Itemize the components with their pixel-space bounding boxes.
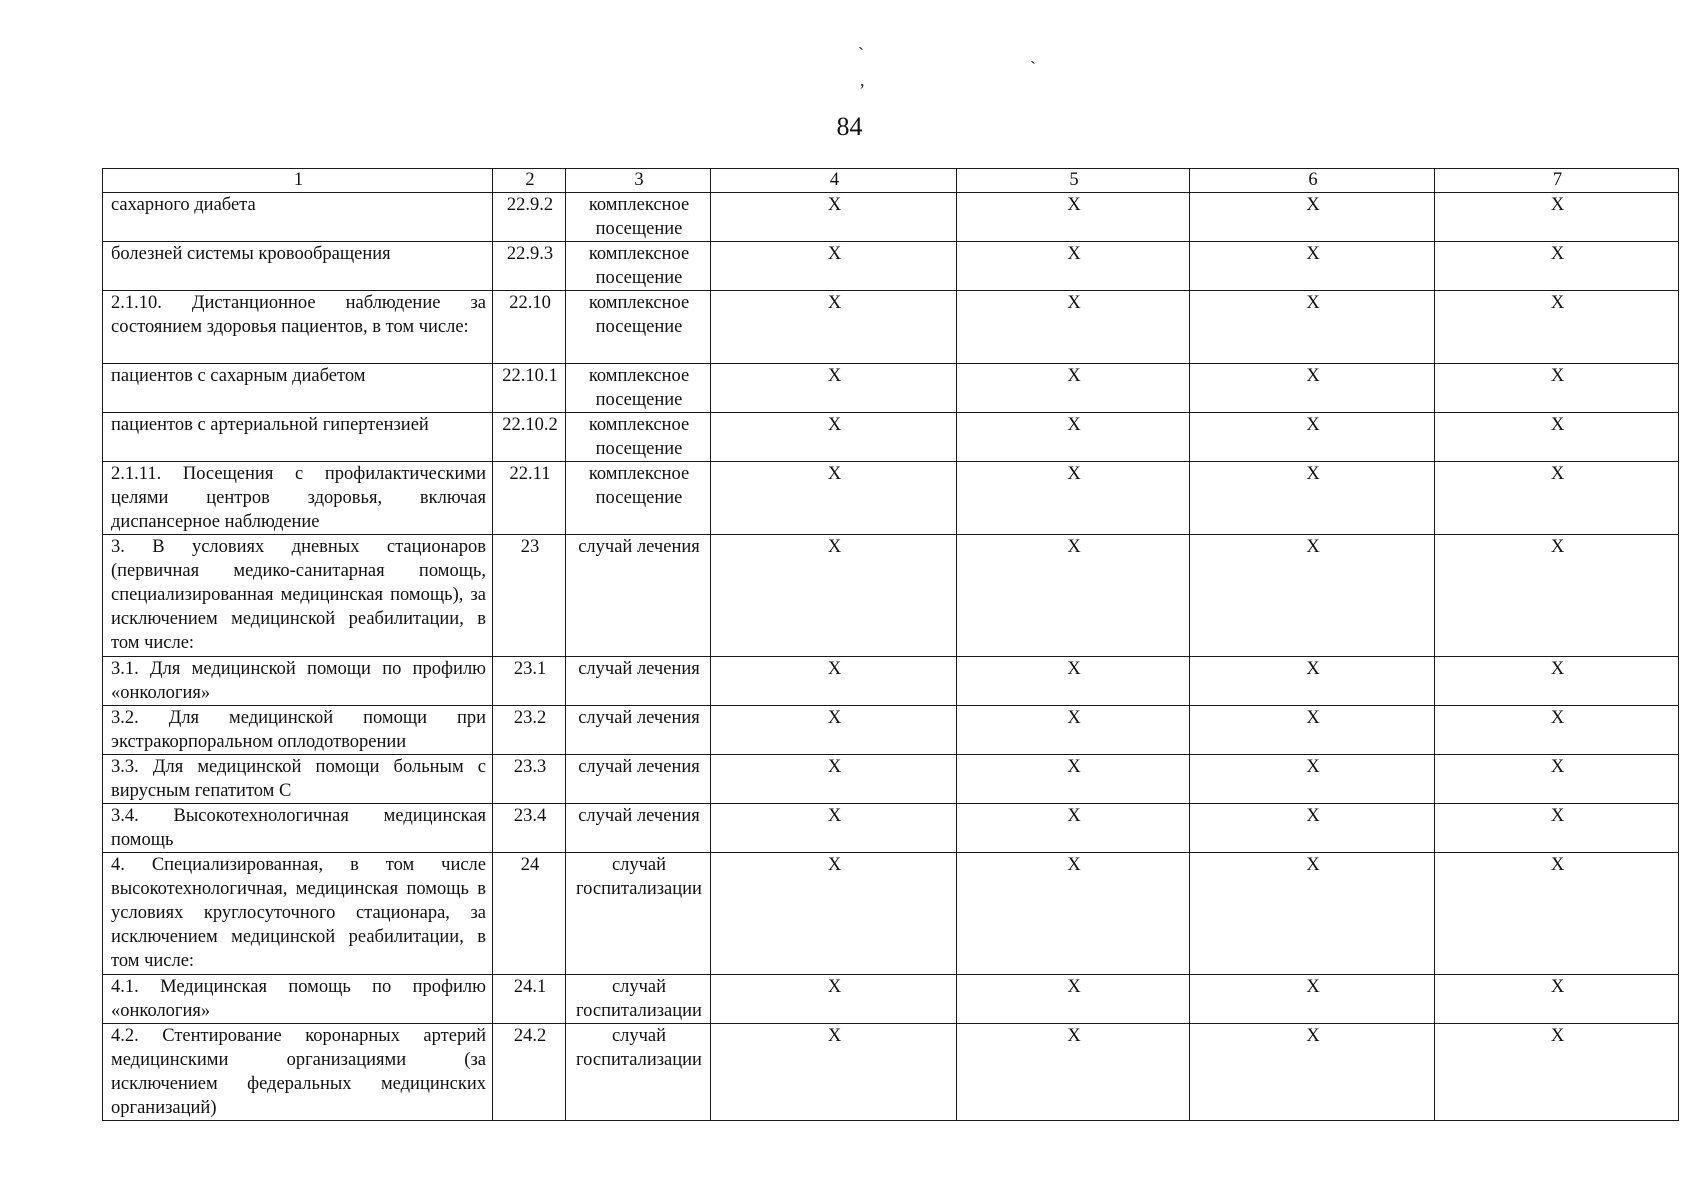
row-unit: случай лечения [566, 535, 711, 657]
scan-mark: ˋ [858, 44, 864, 64]
row-code: 23.3 [493, 755, 566, 804]
row-value-7: Х [1435, 853, 1679, 975]
row-code: 22.10 [493, 291, 566, 364]
row-value-7: Х [1435, 535, 1679, 657]
row-value-4: Х [711, 364, 957, 413]
column-header: 3 [566, 169, 711, 193]
row-value-4: Х [711, 291, 957, 364]
table-row [103, 291, 1679, 364]
row-value-5: Х [957, 975, 1190, 1024]
row-value-5: Х [957, 462, 1190, 535]
row-value-4: Х [711, 1024, 957, 1121]
column-header: 7 [1435, 169, 1679, 193]
row-unit: комплексное посещение [566, 364, 711, 413]
row-value-4: Х [711, 804, 957, 853]
row-value-5: Х [957, 706, 1190, 755]
row-unit: случай лечения [566, 755, 711, 804]
row-code: 23.1 [493, 657, 566, 706]
column-header: 4 [711, 169, 957, 193]
row-unit: случай лечения [566, 657, 711, 706]
column-header: 6 [1190, 169, 1435, 193]
row-unit: случай госпитализации [566, 1024, 711, 1121]
row-value-5: Х [957, 657, 1190, 706]
table-row [103, 535, 1679, 657]
row-value-6: Х [1190, 193, 1435, 242]
row-value-5: Х [957, 364, 1190, 413]
data-table [102, 168, 1679, 1121]
row-value-5: Х [957, 804, 1190, 853]
row-value-6: Х [1190, 804, 1435, 853]
row-code: 22.11 [493, 462, 566, 535]
row-value-6: Х [1190, 364, 1435, 413]
row-value-4: Х [711, 413, 957, 462]
row-value-6: Х [1190, 755, 1435, 804]
row-value-6: Х [1190, 657, 1435, 706]
row-code: 22.10.1 [493, 364, 566, 413]
row-value-5: Х [957, 291, 1190, 364]
row-code: 22.9.2 [493, 193, 566, 242]
row-value-7: Х [1435, 1024, 1679, 1121]
row-value-4: Х [711, 242, 957, 291]
row-unit: комплексное посещение [566, 291, 711, 364]
column-header: 1 [103, 169, 493, 193]
row-value-4: Х [711, 706, 957, 755]
row-unit: комплексное посещение [566, 413, 711, 462]
row-code: 22.10.2 [493, 413, 566, 462]
row-name: пациентов с артериальной гипертензией [103, 413, 493, 462]
row-value-7: Х [1435, 242, 1679, 291]
row-unit: комплексное посещение [566, 462, 711, 535]
row-name: 4.2. Стентирование коронарных артерий медицинскими организациями (за исключением федеральных медицинских организаций) [103, 1024, 493, 1121]
table-row [103, 853, 1679, 975]
table-body [103, 193, 1679, 1121]
column-header: 2 [493, 169, 566, 193]
table-row [103, 462, 1679, 535]
row-value-7: Х [1435, 364, 1679, 413]
row-value-6: Х [1190, 706, 1435, 755]
row-value-7: Х [1435, 413, 1679, 462]
row-name: 2.1.10. Дистанционное наблюдение за состоянием здоровья пациентов, в том числе: [103, 291, 493, 364]
row-name: 3.4. Высокотехнологичная медицинская помощь [103, 804, 493, 853]
row-code: 24 [493, 853, 566, 975]
table-row [103, 413, 1679, 462]
row-value-6: Х [1190, 413, 1435, 462]
row-name: пациентов с сахарным диабетом [103, 364, 493, 413]
column-header: 5 [957, 169, 1190, 193]
row-value-5: Х [957, 413, 1190, 462]
row-name: 3.1. Для медицинской помощи по профилю «онкология» [103, 657, 493, 706]
row-value-5: Х [957, 1024, 1190, 1121]
row-value-7: Х [1435, 706, 1679, 755]
row-value-4: Х [711, 535, 957, 657]
row-value-6: Х [1190, 242, 1435, 291]
page-number: 84 [836, 112, 863, 141]
row-value-5: Х [957, 193, 1190, 242]
row-unit: случай лечения [566, 706, 711, 755]
row-value-6: Х [1190, 975, 1435, 1024]
table-row [103, 657, 1679, 706]
table-row [103, 804, 1679, 853]
row-name: 3. В условиях дневных стационаров (первичная медико-санитарная помощь, специализированная медицинская помощь), за исключением медицинской реабилитации, в том числе: [103, 535, 493, 657]
row-value-6: Х [1190, 535, 1435, 657]
row-name: 4. Специализированная, в том числе высокотехнологичная, медицинская помощь в условиях круглосуточного стационара, за исключением медицинской реабилитации, в том числе: [103, 853, 493, 975]
row-unit: случай госпитализации [566, 853, 711, 975]
table-row [103, 242, 1679, 291]
row-code: 23 [493, 535, 566, 657]
row-code: 23.4 [493, 804, 566, 853]
row-name: 3.3. Для медицинской помощи больным с вирусным гепатитом С [103, 755, 493, 804]
row-value-4: Х [711, 853, 957, 975]
row-name: 4.1. Медицинская помощь по профилю «онкология» [103, 975, 493, 1024]
row-unit: комплексное посещение [566, 193, 711, 242]
row-value-6: Х [1190, 291, 1435, 364]
row-code: 22.9.3 [493, 242, 566, 291]
row-value-5: Х [957, 853, 1190, 975]
table-row [103, 706, 1679, 755]
row-value-4: Х [711, 755, 957, 804]
row-value-7: Х [1435, 193, 1679, 242]
row-unit: случай лечения [566, 804, 711, 853]
row-name: болезней системы кровообращения [103, 242, 493, 291]
row-value-4: Х [711, 193, 957, 242]
scan-mark: ˏ [1030, 44, 1036, 64]
row-value-4: Х [711, 657, 957, 706]
row-value-7: Х [1435, 657, 1679, 706]
row-code: 24.1 [493, 975, 566, 1024]
row-code: 24.2 [493, 1024, 566, 1121]
row-value-7: Х [1435, 755, 1679, 804]
row-unit: комплексное посещение [566, 242, 711, 291]
table-row [103, 1024, 1679, 1121]
row-value-5: Х [957, 535, 1190, 657]
row-value-5: Х [957, 755, 1190, 804]
row-value-6: Х [1190, 853, 1435, 975]
row-name: сахарного диабета [103, 193, 493, 242]
row-value-7: Х [1435, 975, 1679, 1024]
table-row [103, 193, 1679, 242]
row-value-4: Х [711, 462, 957, 535]
row-unit: случай госпитализации [566, 975, 711, 1024]
table-row [103, 364, 1679, 413]
row-value-6: Х [1190, 462, 1435, 535]
row-value-7: Х [1435, 291, 1679, 364]
row-value-5: Х [957, 242, 1190, 291]
table-row [103, 755, 1679, 804]
row-value-7: Х [1435, 804, 1679, 853]
row-value-6: Х [1190, 1024, 1435, 1121]
row-value-7: Х [1435, 462, 1679, 535]
scan-mark: , [860, 70, 865, 90]
table-row [103, 975, 1679, 1024]
row-code: 23.2 [493, 706, 566, 755]
row-value-4: Х [711, 975, 957, 1024]
row-name: 2.1.11. Посещения с профилактическими целями центров здоровья, включая диспансерное наблюдение [103, 462, 493, 535]
header-row [103, 169, 1679, 193]
row-name: 3.2. Для медицинской помощи при экстракорпоральном оплодотворении [103, 706, 493, 755]
